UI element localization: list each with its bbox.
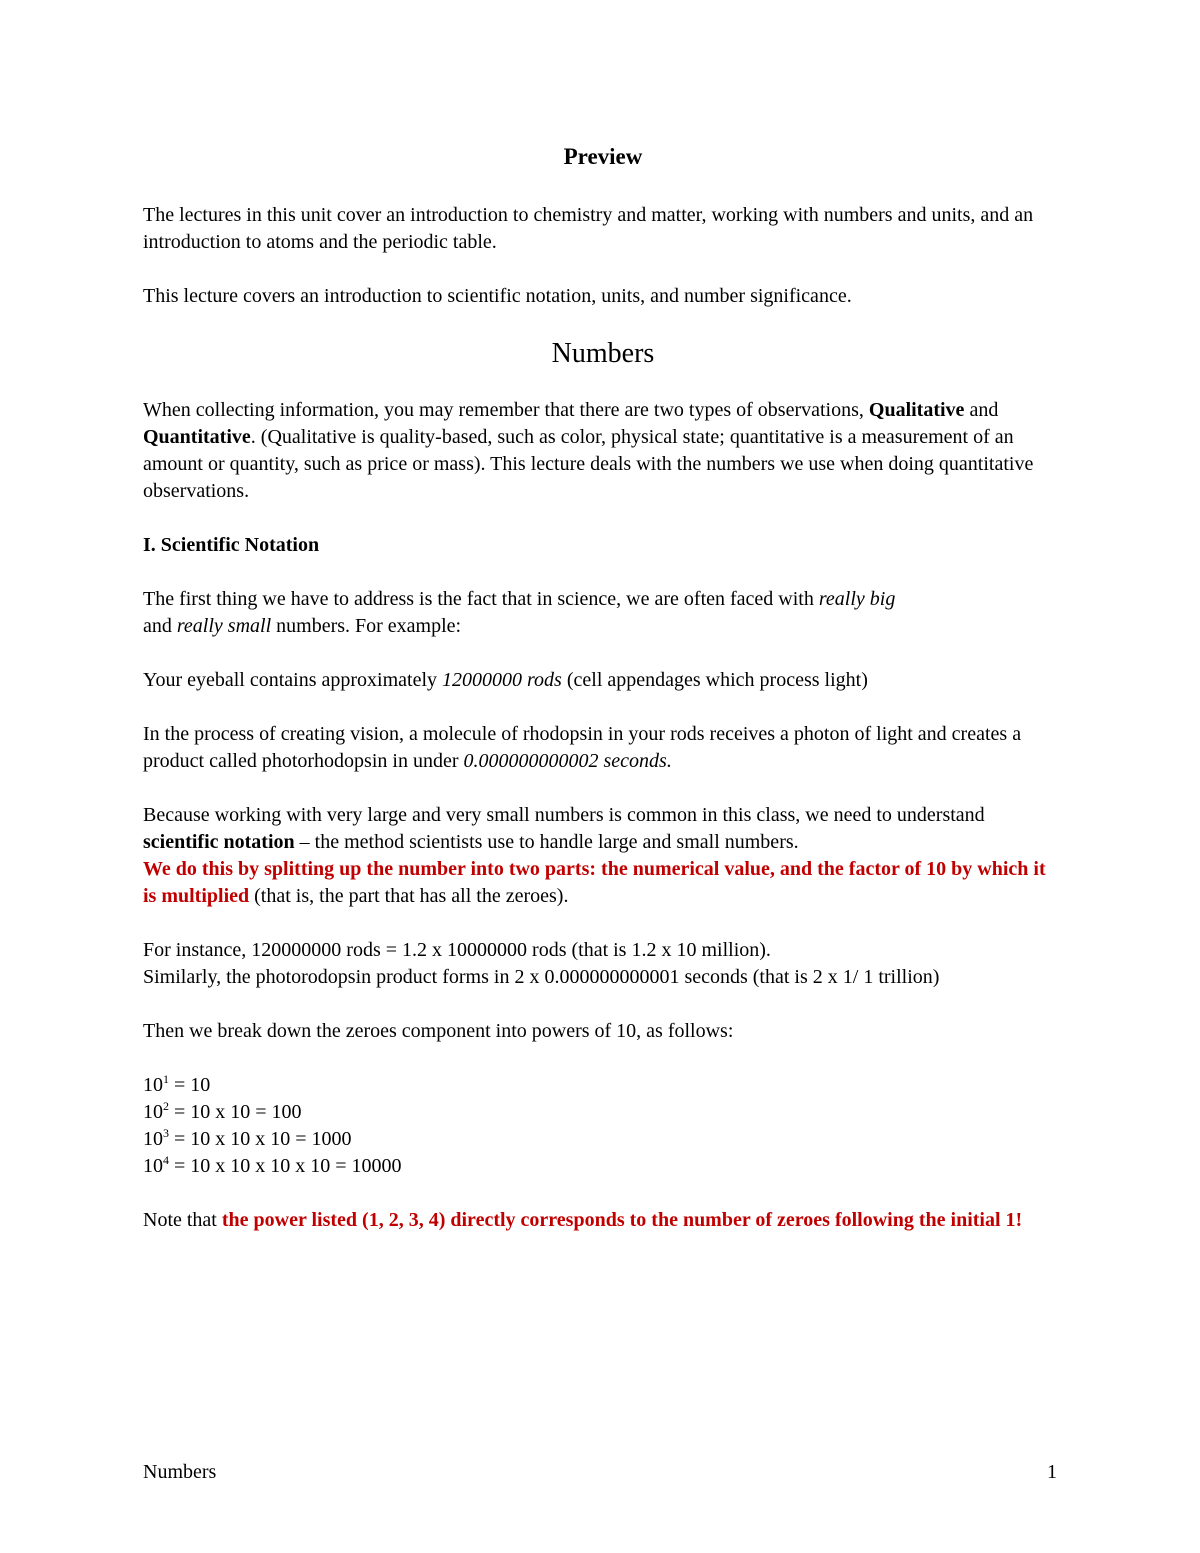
big-small-text-a: The first thing we have to address is the fact that in science, we are often faced with bbox=[143, 588, 814, 610]
sn-text-c: (that is, the part that has all the zeroes). bbox=[254, 885, 569, 907]
powers-list bbox=[143, 1072, 1063, 1180]
vision-text-a: In the process of creating vision, a molecule of rhodopsin in your rods receives a photon of light and creates a product called photorhodopsin in under bbox=[143, 723, 1022, 772]
really-big-text: really big bbox=[818, 588, 896, 610]
eyeball-text-a: Your eyeball contains approximately bbox=[143, 669, 438, 691]
power-row bbox=[143, 1153, 1063, 1180]
seconds-value: 0.000000000002 seconds. bbox=[463, 750, 672, 772]
preview-paragraph-1: The lectures in this unit cover an introduction to chemistry and matter, working with numbers and units, and an introduction to atoms and the periodic table. bbox=[143, 204, 1034, 253]
power-base: 10 bbox=[143, 1074, 163, 1096]
big-small-paragraph bbox=[143, 586, 1063, 640]
observations-text-b: . (Qualitative is quality-based, such as color, physical state; quantitative is a measurement of an amount or quantity, such as price or mass). This lecture deals with the numbers we use when doing quantitative observations. bbox=[143, 426, 1034, 502]
really-small-text: really small bbox=[176, 615, 272, 637]
qualitative-term: Qualitative bbox=[868, 399, 965, 421]
power-exponent: 2 bbox=[163, 1099, 169, 1113]
powers-intro: Then we break down the zeroes component into powers of 10, as follows: bbox=[143, 1020, 734, 1042]
note-text-a: Note that bbox=[143, 1209, 217, 1231]
big-small-text-b: numbers. For example: bbox=[276, 615, 462, 637]
instance-paragraph bbox=[143, 937, 1063, 991]
eyeball-paragraph bbox=[143, 667, 1063, 694]
sn-text-a: Because working with very large and very small numbers is common in this class, we need to understand bbox=[143, 804, 985, 826]
power-row bbox=[143, 1126, 1063, 1153]
numbers-title: Numbers bbox=[551, 338, 655, 369]
and-text: and bbox=[969, 399, 999, 421]
observations-paragraph bbox=[143, 397, 1063, 505]
power-base: 10 bbox=[143, 1128, 163, 1150]
vision-paragraph bbox=[143, 721, 1063, 775]
splitting-emphasis: We do this by splitting up the number into two parts: the numerical value, and the factor of 10 by which it is multiplied bbox=[143, 858, 1046, 907]
eyeball-text-b: (cell appendages which process light) bbox=[566, 669, 868, 691]
rods-count: 12000000 rods bbox=[442, 669, 562, 691]
note-emphasis: the power listed (1, 2, 3, 4) directly corresponds to the number of zeroes following the initial 1! bbox=[221, 1209, 1023, 1231]
big-small-and: and bbox=[143, 615, 172, 637]
page-number: 1 bbox=[1047, 1461, 1057, 1483]
power-base: 10 bbox=[143, 1101, 163, 1123]
instance-line-1: For instance, 120000000 rods = 1.2 x 10000000 rods (that is 1.2 x 10 million). bbox=[143, 939, 771, 961]
power-expansion: = 10 x 10 x 10 x 10 = 10000 bbox=[169, 1155, 402, 1177]
preview-paragraph-2: This lecture covers an introduction to scientific notation, units, and number significance. bbox=[143, 285, 852, 307]
quantitative-term: Quantitative bbox=[143, 426, 251, 448]
power-exponent: 4 bbox=[163, 1153, 169, 1167]
power-exponent: 3 bbox=[163, 1126, 169, 1140]
power-row bbox=[143, 1072, 1063, 1099]
sn-text-b: – the method scientists use to handle large and small numbers. bbox=[299, 831, 799, 853]
footer-title: Numbers bbox=[143, 1461, 217, 1483]
power-base: 10 bbox=[143, 1155, 163, 1177]
scientific-notation-paragraph bbox=[143, 802, 1063, 910]
page-content bbox=[143, 142, 1063, 1261]
scientific-notation-heading: I. Scientific Notation bbox=[143, 534, 320, 556]
power-row bbox=[143, 1099, 1063, 1126]
scientific-notation-term: scientific notation bbox=[143, 831, 295, 853]
observations-text-a: When collecting information, you may remember that there are two types of observations, bbox=[143, 399, 864, 421]
instance-line-2: Similarly, the photorodopsin product forms in 2 x 0.000000000001 seconds (that is 2 x 1/ 1 trillion) bbox=[143, 966, 940, 988]
note-paragraph bbox=[143, 1207, 1063, 1234]
power-expansion: = 10 x 10 x 10 = 1000 bbox=[169, 1128, 352, 1150]
power-exponent: 1 bbox=[163, 1072, 169, 1086]
power-expansion: = 10 bbox=[169, 1074, 211, 1096]
power-expansion: = 10 x 10 = 100 bbox=[169, 1101, 302, 1123]
preview-title: Preview bbox=[563, 144, 643, 169]
